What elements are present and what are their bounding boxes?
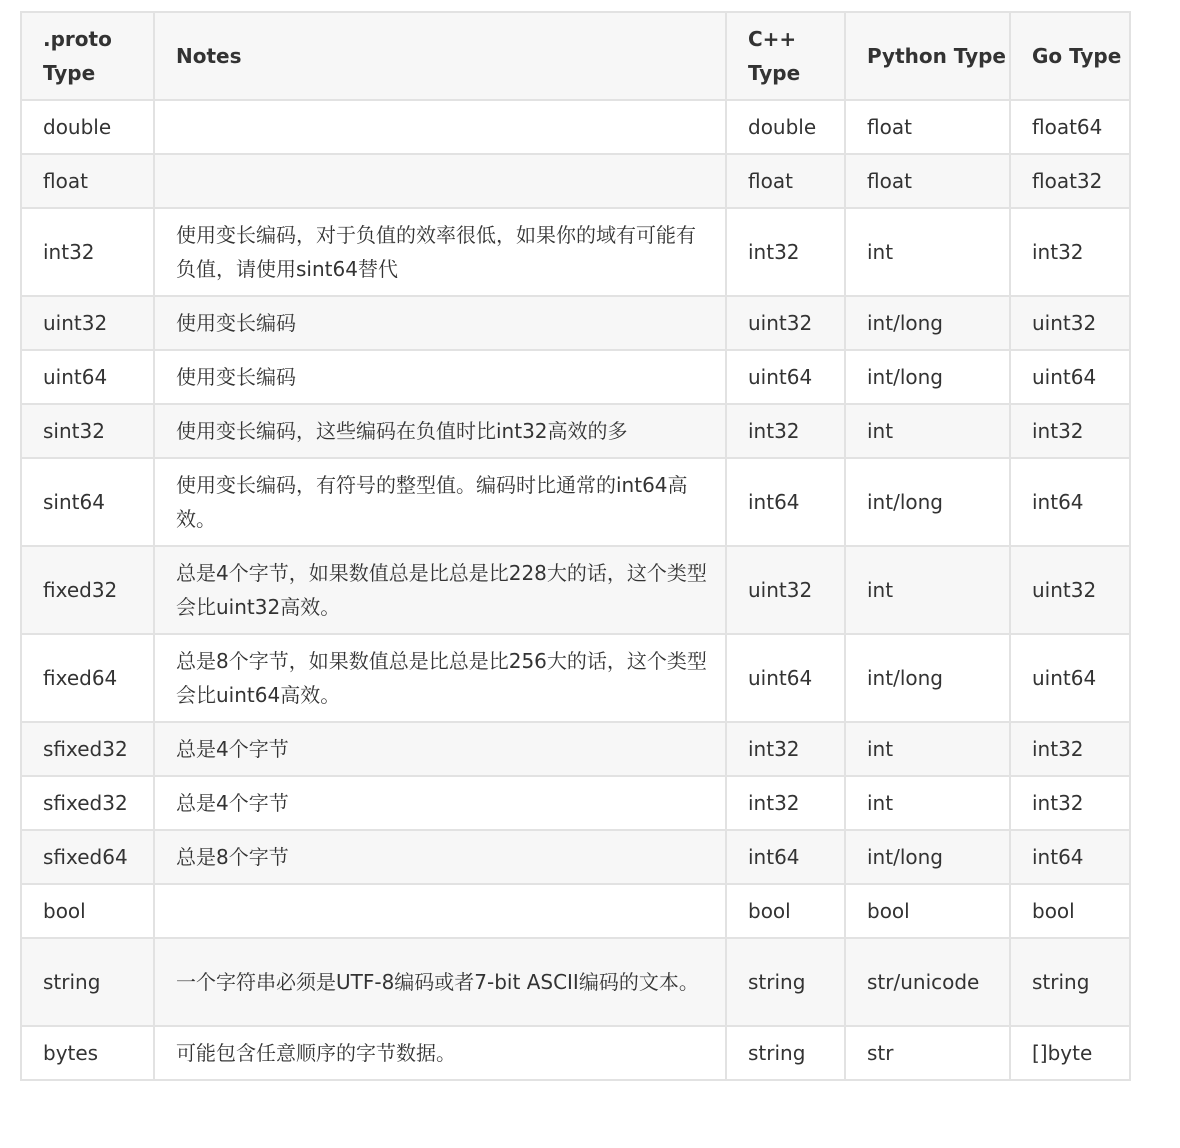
cell-python: int/long	[845, 296, 1010, 350]
header-row	[21, 12, 1130, 100]
cell-cpp: string	[726, 1026, 845, 1080]
cell-notes	[154, 154, 726, 208]
cell-proto: float	[21, 154, 154, 208]
cell-notes	[154, 100, 726, 154]
cell-go: uint32	[1010, 546, 1130, 634]
cell-cpp: int64	[726, 830, 845, 884]
cell-cpp: uint32	[726, 546, 845, 634]
cell-notes: 总是8个字节	[154, 830, 726, 884]
table-row	[21, 458, 1130, 546]
header-notes: Notes	[154, 12, 726, 100]
cell-python: int/long	[845, 458, 1010, 546]
cell-python: float	[845, 100, 1010, 154]
cell-cpp: int32	[726, 722, 845, 776]
table-row	[21, 296, 1130, 350]
cell-notes: 总是4个字节	[154, 776, 726, 830]
cell-notes: 使用变长编码	[154, 296, 726, 350]
cell-cpp: int32	[726, 404, 845, 458]
table-row	[21, 100, 1130, 154]
cell-proto: uint32	[21, 296, 154, 350]
cell-cpp: int32	[726, 776, 845, 830]
cell-python: float	[845, 154, 1010, 208]
cell-cpp: uint32	[726, 296, 845, 350]
table-row	[21, 1026, 1130, 1080]
cell-proto: bytes	[21, 1026, 154, 1080]
table-row	[21, 404, 1130, 458]
cell-notes: 使用变长编码，对于负值的效率很低，如果你的域有可能有负值，请使用sint64替代	[154, 208, 726, 296]
table-row	[21, 830, 1130, 884]
cell-go: uint64	[1010, 350, 1130, 404]
cell-python: bool	[845, 884, 1010, 938]
cell-proto: int32	[21, 208, 154, 296]
cell-proto: sfixed32	[21, 776, 154, 830]
cell-notes: 总是4个字节，如果数值总是比总是比228大的话，这个类型会比uint32高效。	[154, 546, 726, 634]
table-header	[21, 12, 1130, 100]
cell-python: str	[845, 1026, 1010, 1080]
table-row	[21, 722, 1130, 776]
cell-cpp: string	[726, 938, 845, 1026]
type-mapping-table	[20, 11, 1131, 1081]
header-cpp-type: C++ Type	[726, 12, 845, 100]
cell-proto: bool	[21, 884, 154, 938]
cell-notes: 使用变长编码，有符号的整型值。编码时比通常的int64高效。	[154, 458, 726, 546]
cell-proto: string	[21, 938, 154, 1026]
cell-python: int	[845, 722, 1010, 776]
header-go-type: Go Type	[1010, 12, 1130, 100]
cell-notes: 使用变长编码，这些编码在负值时比int32高效的多	[154, 404, 726, 458]
cell-notes: 总是8个字节，如果数值总是比总是比256大的话，这个类型会比uint64高效。	[154, 634, 726, 722]
cell-proto: fixed64	[21, 634, 154, 722]
cell-notes: 使用变长编码	[154, 350, 726, 404]
cell-notes	[154, 884, 726, 938]
cell-proto: sfixed64	[21, 830, 154, 884]
type-mapping-table-container	[20, 11, 1131, 1081]
cell-notes: 可能包含任意顺序的字节数据。	[154, 1026, 726, 1080]
cell-go: []byte	[1010, 1026, 1130, 1080]
cell-proto: sfixed32	[21, 722, 154, 776]
table-row	[21, 776, 1130, 830]
cell-go: int64	[1010, 830, 1130, 884]
cell-go: float32	[1010, 154, 1130, 208]
cell-notes: 总是4个字节	[154, 722, 726, 776]
cell-python: int/long	[845, 634, 1010, 722]
cell-go: int32	[1010, 722, 1130, 776]
cell-cpp: uint64	[726, 634, 845, 722]
cell-python: int	[845, 404, 1010, 458]
cell-go: int64	[1010, 458, 1130, 546]
cell-python: int	[845, 546, 1010, 634]
cell-cpp: int64	[726, 458, 845, 546]
cell-notes: 一个字符串必须是UTF-8编码或者7-bit ASCII编码的文本。	[154, 938, 726, 1026]
table-row	[21, 634, 1130, 722]
cell-proto: sint64	[21, 458, 154, 546]
cell-cpp: double	[726, 100, 845, 154]
cell-go: uint32	[1010, 296, 1130, 350]
cell-cpp: bool	[726, 884, 845, 938]
cell-cpp: uint64	[726, 350, 845, 404]
cell-go: float64	[1010, 100, 1130, 154]
cell-cpp: float	[726, 154, 845, 208]
table-row	[21, 546, 1130, 634]
cell-python: int/long	[845, 350, 1010, 404]
table-row	[21, 208, 1130, 296]
table-row	[21, 350, 1130, 404]
table-body	[21, 100, 1130, 1080]
cell-go: int32	[1010, 776, 1130, 830]
cell-go: uint64	[1010, 634, 1130, 722]
cell-proto: sint32	[21, 404, 154, 458]
cell-go: int32	[1010, 208, 1130, 296]
cell-python: int	[845, 208, 1010, 296]
table-row	[21, 938, 1130, 1026]
cell-python: int	[845, 776, 1010, 830]
table-row	[21, 154, 1130, 208]
cell-proto: uint64	[21, 350, 154, 404]
table-row	[21, 884, 1130, 938]
cell-go: int32	[1010, 404, 1130, 458]
cell-go: string	[1010, 938, 1130, 1026]
cell-go: bool	[1010, 884, 1130, 938]
cell-cpp: int32	[726, 208, 845, 296]
cell-python: str/unicode	[845, 938, 1010, 1026]
header-proto-type: .proto Type	[21, 12, 154, 100]
cell-proto: double	[21, 100, 154, 154]
header-python-type: Python Type	[845, 12, 1010, 100]
cell-python: int/long	[845, 830, 1010, 884]
cell-proto: fixed32	[21, 546, 154, 634]
